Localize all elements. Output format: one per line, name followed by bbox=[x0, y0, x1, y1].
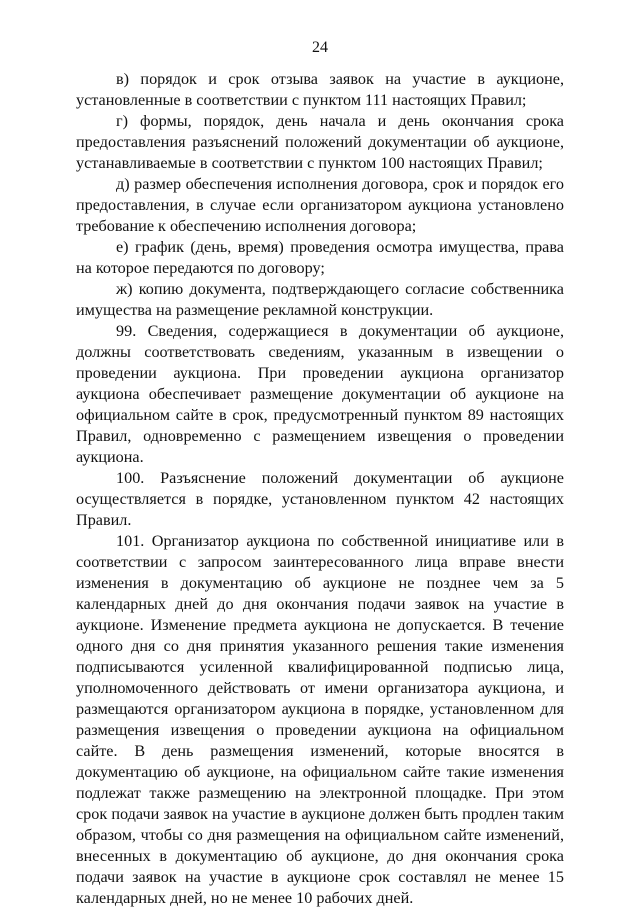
paragraph-101: 101. Организатор аукциона по собственной инициативе или в соответствии с запросом заинтересованного лица вправе внести изменения в документацию об аукционе не позднее чем за 5 календарных дней до дня окончания подачи заявок на участие в аукционе. Изменение предмета аукциона не допускается. В течение одного дня со дня принятия указанного решения такие изменения подписываются усиленной квалифицированной подписью лица, уполномоченного действовать от имени организатора аукциона, и размещаются организатором аукциона в порядке, установленном для размещения извещения о проведении аукциона на официальном сайте. В день размещения изменений, которые вносятся в документацию об аукционе, на официальном сайте такие изменения подлежат также размещению на электронной площадке. При этом срок подачи заявок на участие в аукционе должен быть продлен таким образом, чтобы со дня размещения на официальном сайте изменений, внесенных в документацию об аукционе, до дня окончания срока подачи заявок на участие в аукционе срок составлял не менее 15 календарных дней, но не менее 10 рабочих дней. bbox=[76, 532, 564, 907]
page-number: 24 bbox=[312, 39, 328, 56]
paragraph-item-zh: ж) копию документа, подтверждающего согласие собственника имущества на размещение рекламной конструкции. bbox=[76, 280, 564, 319]
paragraph-99: 99. Сведения, содержащиеся в документации об аукционе, должны соответствовать сведениям, указанным в извещении о проведении аукциона. При проведении аукциона организатор аукциона обеспечивает размещение документации об аукционе на официальном сайте в срок, предусмотренный пунктом 89 настоящих Правил, одновременно с размещением извещения о проведении аукциона. bbox=[76, 322, 564, 466]
document-body bbox=[76, 69, 564, 909]
paragraph-100: 100. Разъяснение положений документации об аукционе осуществляется в порядке, установленном пунктом 42 настоящих Правил. bbox=[76, 469, 564, 529]
paragraph-item-g: г) формы, порядок, день начала и день окончания срока предоставления разъяснений положений документации об аукционе, устанавливаемые в соответствии с пунктом 100 настоящих Правил; bbox=[76, 112, 564, 172]
paragraph-item-e: е) график (день, время) проведения осмотра имущества, права на которое передаются по договору; bbox=[76, 238, 564, 277]
paragraph-item-v: в) порядок и срок отзыва заявок на участие в аукционе, установленные в соответствии с пунктом 111 настоящих Правил; bbox=[76, 70, 564, 109]
paragraph-item-d: д) размер обеспечения исполнения договора, срок и порядок его предоставления, в случае если организатором аукциона установлено требование к обеспечению исполнения договора; bbox=[76, 175, 564, 235]
